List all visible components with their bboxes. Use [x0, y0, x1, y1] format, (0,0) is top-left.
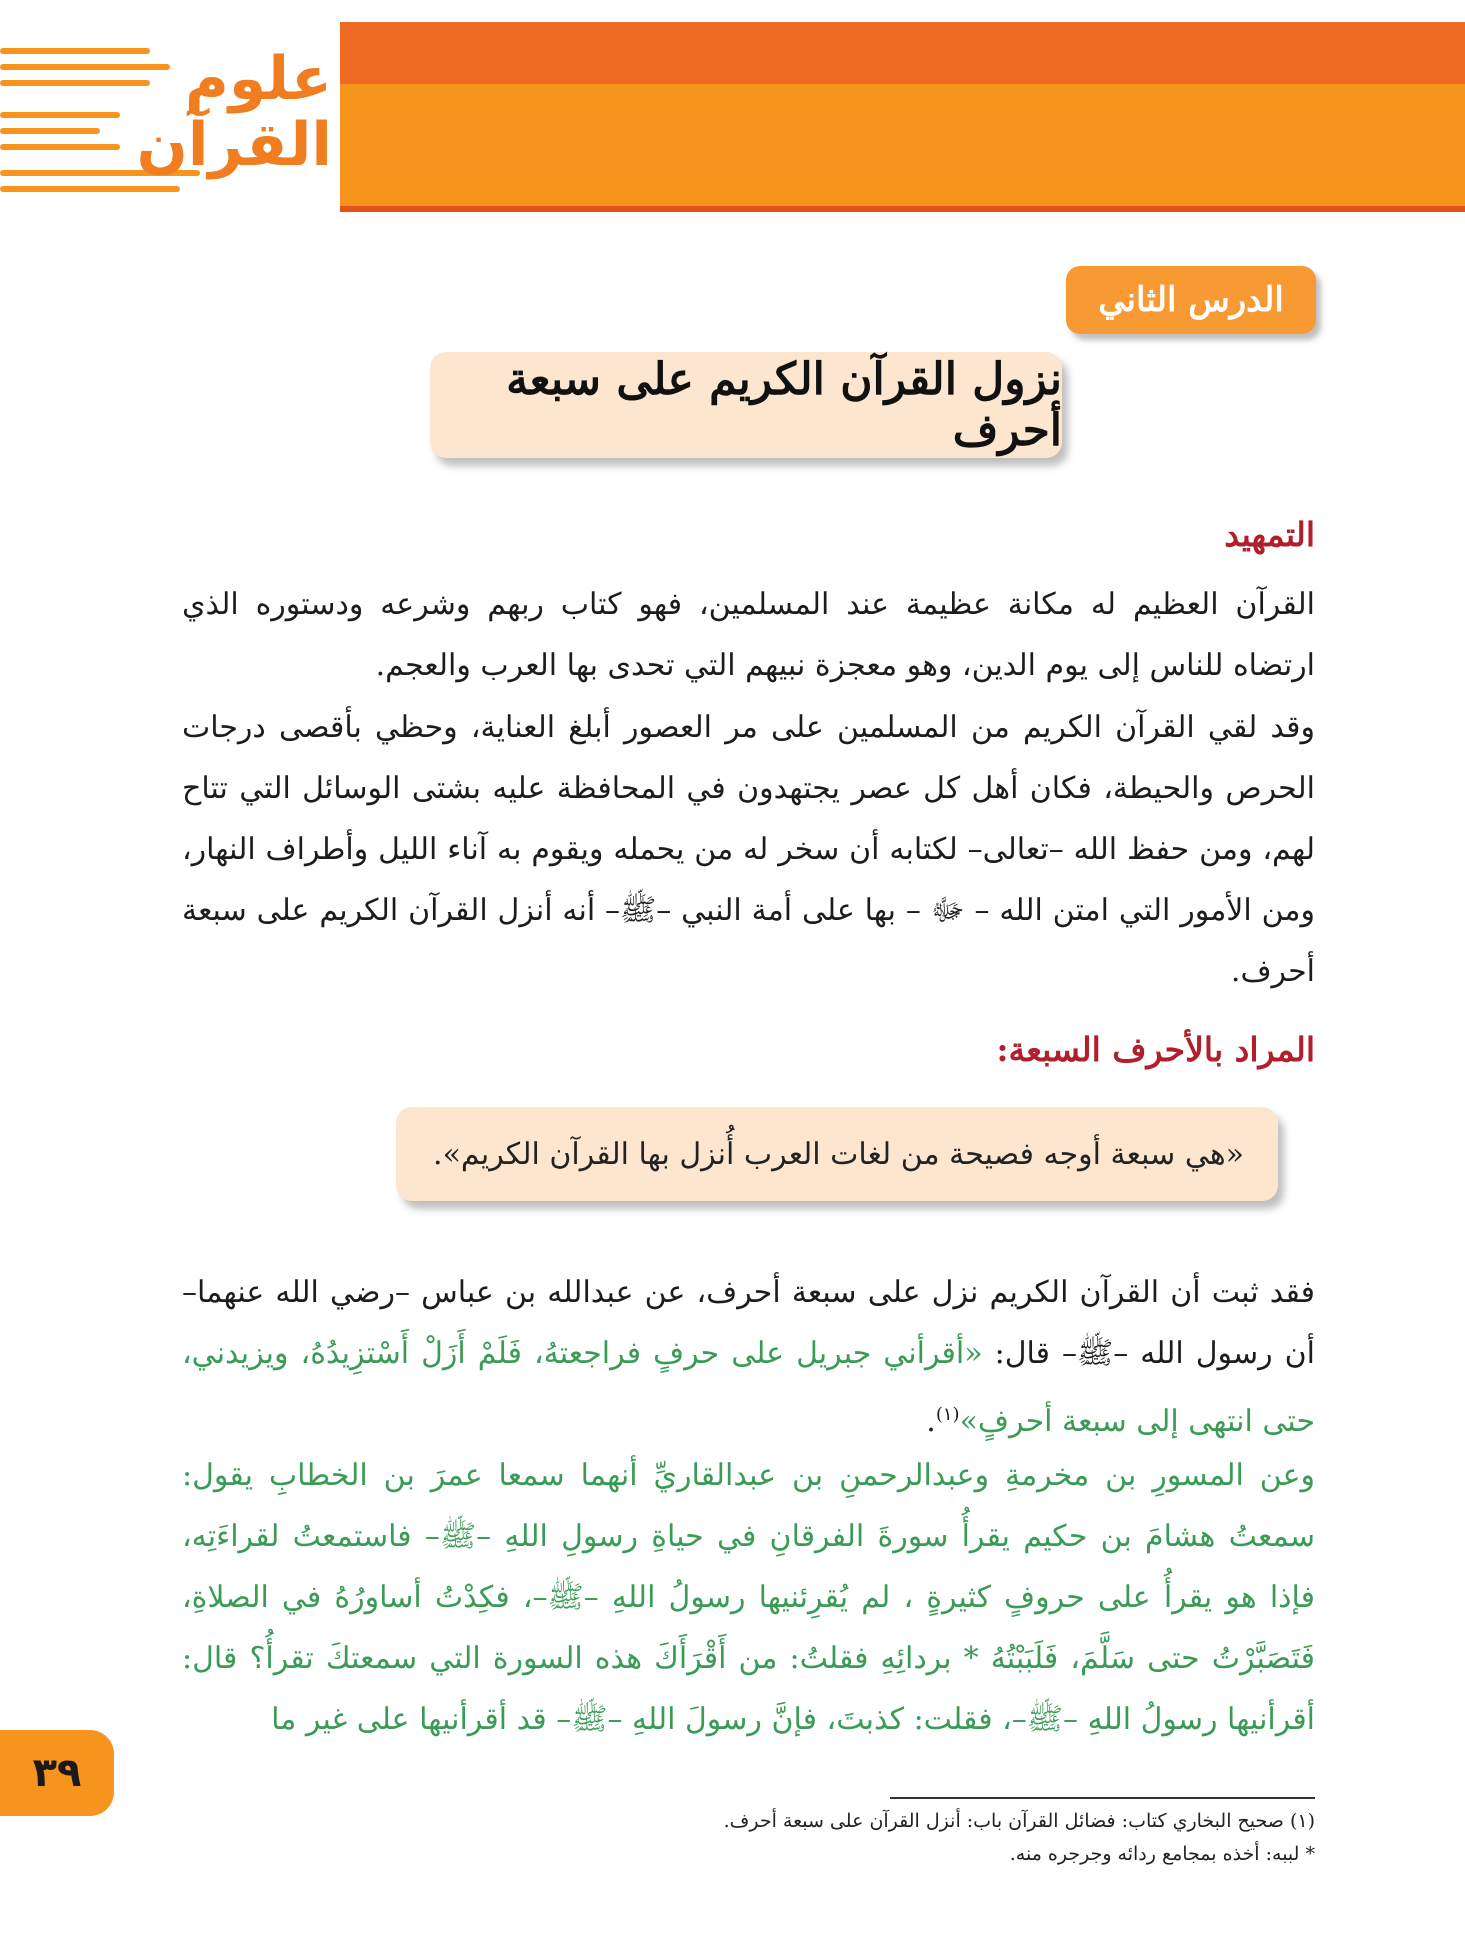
intro-paragraph-2: وقد لقي القرآن الكريم من المسلمين على مر العصور أبلغ العناية، وحظي بأقصى درجات الحرص والحيطة، فكان أهل كل عصر يجتهدون في المحافظة عليه بشتى الوسائل التي تتاح لهم، ومن حفظ الله –تعالى– لكتابه أن سخر له من يحمله ويقوم به آناء الليل وأطراف النهار، ومن الأمور التي امتن الله – ﷻ – بها على أمة النبي –ﷺ– أنه أنزل القرآن الكريم على سبعة أحرف. — [182, 710, 1315, 989]
meaning-heading: المراد بالأحرف السبعة: — [996, 1030, 1315, 1069]
footnote-ref-1: (١) — [935, 1404, 960, 1425]
hadith-quote-1: «أقرأني جبريل على حرفٍ فراجعتهُ، فَلَمْ أَزَلْ أَسْتزِيدُهُ، ويزيدني، حتى انتهى إلى سبعة أحرفٍ» — [182, 1336, 1315, 1439]
body-p1-end: . — [926, 1404, 936, 1439]
intro-paragraph-1: القرآن العظيم له مكانة عظيمة عند المسلمين، فهو كتاب ربهم وشرعه ودستوره الذي ارتضاه للناس إلى يوم الدين، وهو معجزة نبيهم التي تحدى بها العرب والعجم. — [182, 587, 1315, 683]
header-band-dark — [340, 22, 1465, 84]
body-paragraph-1 — [182, 1262, 1315, 1452]
page-number: ٣٩ — [0, 1730, 114, 1816]
footnote-2: * لببه: أخذه بمجامع ردائه وجرجره منه. — [1009, 1843, 1315, 1865]
footnote-divider — [890, 1797, 1315, 1799]
footnote-1: (١) صحيح البخاري كتاب: فضائل القرآن باب: أنزل القرآن على سبعة أحرف. — [723, 1810, 1315, 1832]
definition-text: «هي سبعة أوجه فصيحة من لغات العرب أُنزل بها القرآن الكريم». — [433, 1136, 1244, 1172]
body-p1-intro: فقد ثبت أن القرآن الكريم نزل على سبعة أحرف، عن عبدالله بن عباس –رضي الله عنهما– أن رسول الله –ﷺ– قال: — [182, 1275, 1316, 1371]
definition-box — [396, 1107, 1278, 1201]
logo — [0, 22, 340, 212]
logo-line-1: علوم — [184, 44, 332, 114]
intro-heading: التمهيد — [1224, 515, 1315, 554]
logo-text — [2, 46, 332, 178]
lesson-tab: الدرس الثاني — [1066, 266, 1316, 334]
logo-line-2: القرآن — [136, 110, 332, 180]
hadith-paragraph-2: وعن المسورِ بن مخرمةِ وعبدالرحمنِ بن عبدالقاريِّ أنهما سمعا عمرَ بن الخطابِ يقول: سمعتُ هشامَ بن حكيم يقرأُ سورةَ الفرقانِ في حياةِ رسولِ اللهِ –ﷺ– فاستمعتُ لقراءَتِه، فإذا هو يقرأُ على حروفٍ كثيرةٍ ، لم يُقرِئنيها رسولُ اللهِ –ﷺ–، فكِدْتُ أساورُهُ في الصلاةِ، فَتَصَبَّرْتُ حتى سَلَّمَ، فَلَبَبْتُهُ * بردائِهِ فقلتُ: من أَقْرَأَكَ هذه السورة التي سمعتكَ تقرأُ؟ قال: أقرأنيها رسولُ اللهِ –ﷺ–، فقلت: كذبتَ، فإنَّ رسولَ اللهِ –ﷺ– قد أقرأنيها على غير ما — [182, 1458, 1315, 1737]
lesson-title: نزول القرآن الكريم على سبعة أحرف — [430, 352, 1062, 458]
